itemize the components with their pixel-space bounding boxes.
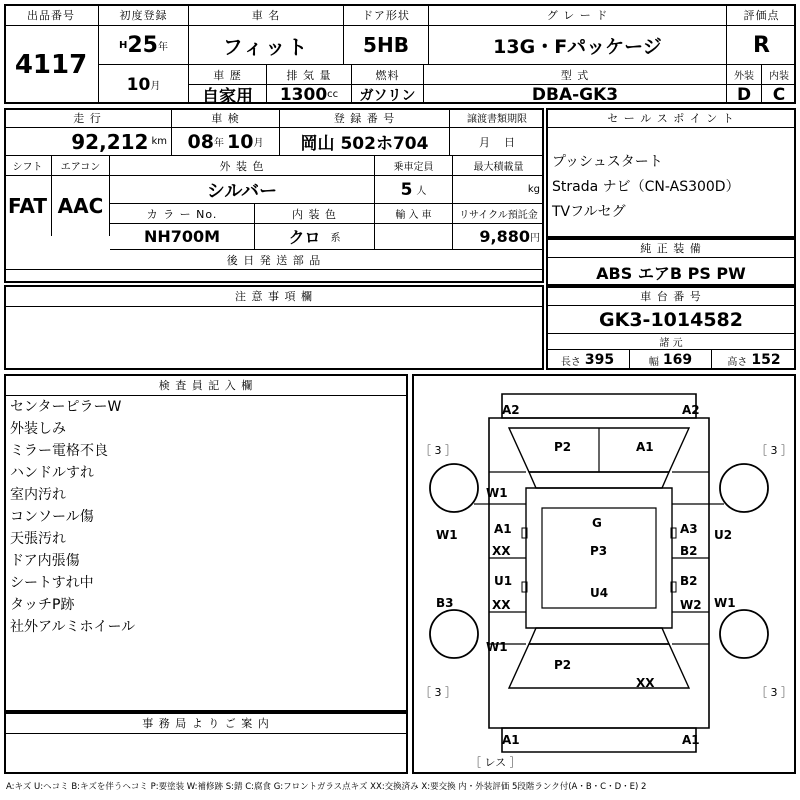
inspection-item: 室内汚れ xyxy=(10,487,66,503)
diagram-label-fl-wheel: W1 xyxy=(486,486,508,500)
car-diagram-block xyxy=(412,374,796,774)
interior-color-value-cell: クロ 系 xyxy=(255,224,375,250)
interior-grade-value-cell: C xyxy=(772,85,786,104)
diagram-label-trunk: P2 xyxy=(554,658,572,672)
diagram-label-door-fl-2: XX xyxy=(492,544,511,558)
diagram-label-right-rear-fender: W1 xyxy=(714,596,736,610)
door-label-cell: ドア形状 xyxy=(344,4,429,26)
diagram-label-roof-u4: U4 xyxy=(590,586,609,600)
inspection-item: シートすれ中 xyxy=(10,575,94,591)
diagram-label-rear-left: A1 xyxy=(502,733,520,747)
shaken-label-cell: 車 検 xyxy=(172,108,280,128)
exterior-grade-value-cell: D xyxy=(727,85,762,104)
dimensions-label-cell: 諸 元 xyxy=(546,334,796,350)
diagram-label-door-fr: A3 xyxy=(680,522,698,536)
inspection-title-cell: 検 査 員 記 入 欄 xyxy=(4,374,408,396)
inspection-item: 外装しみ xyxy=(10,421,66,437)
grade-value-cell: 13G・Fパッケージ xyxy=(429,26,727,65)
transfer-value-cell: 月 日 xyxy=(450,128,544,156)
diagram-label-front-left: A2 xyxy=(502,403,520,417)
diagram-label-front-right: A2 xyxy=(682,403,700,417)
diagram-label-hood-left: P2 xyxy=(554,440,572,454)
diagram-label-trunk-xx: XX xyxy=(636,676,655,690)
aircon-label-cell: エアコン xyxy=(52,156,110,176)
equipment-title-cell: 純 正 装 備 xyxy=(546,238,796,258)
history-label-cell: 車 歴 xyxy=(189,65,267,85)
sales-point-1: プッシュスタート xyxy=(552,154,663,170)
width-cell: 幅 169 xyxy=(630,350,712,370)
inspection-items xyxy=(10,396,135,638)
bracket-front-right: ［ 3 ］ xyxy=(756,444,792,457)
mileage-value-cell: 92,212 km xyxy=(4,128,172,156)
inspection-item: コンソール傷 xyxy=(10,509,94,525)
car-outline-svg xyxy=(414,376,794,772)
rating-label-cell: 評価点 xyxy=(727,4,796,26)
fuel-label-cell: 燃料 xyxy=(352,65,424,85)
rating-value-cell: R xyxy=(727,26,796,65)
exterior-color-label-cell: 外 装 色 xyxy=(110,156,375,176)
seats-value-cell: 5 人 xyxy=(375,176,453,204)
transfer-label-cell: 譲渡書類期限 xyxy=(450,108,544,128)
chassis-label-cell: 車 台 番 号 xyxy=(546,286,796,306)
diagram-label-hood-right: A1 xyxy=(636,440,654,454)
length-cell: 長さ 395 xyxy=(546,350,630,370)
recycle-label-cell: リサイクル預託金 xyxy=(453,204,544,224)
inspection-item: ドア内張傷 xyxy=(10,553,80,569)
footer-legend: A:キズ U:ヘコミ B:キズを伴うヘコミ P:要塗装 W:補修跡 S:錆 C:腐食 G:フロントガラス点キズ XX:交換済み X:要交換 内・外装評価 5段階ランク付(A・B・C・D・E) 2 xyxy=(6,782,647,792)
shift-label-cell: シフト xyxy=(4,156,52,176)
bracket-rear-right: ［ 3 ］ xyxy=(756,686,792,699)
shift-value-cell: FAT xyxy=(4,176,52,236)
diagram-label-door-rr: B2 xyxy=(680,574,698,588)
chassis-value-cell: GK3-1014582 xyxy=(546,306,796,334)
sales-point-3: TVフルセグ xyxy=(552,204,626,220)
sales-points-list xyxy=(552,150,740,225)
max-load-value-cell: kg xyxy=(453,176,544,204)
exterior-color-value-cell: シルバー xyxy=(110,176,375,204)
equipment-value-cell: ABS エアB PS PW xyxy=(596,263,746,283)
color-no-value-cell: NH700M xyxy=(110,224,255,250)
inspection-item: 天張汚れ xyxy=(10,531,66,547)
diagram-label-left-fender: W1 xyxy=(436,528,458,542)
displacement-label-cell: 排 気 量 xyxy=(267,65,352,85)
inspection-item: タッチP跡 xyxy=(10,597,75,613)
inspection-item: 社外アルミホイール xyxy=(10,619,136,635)
sales-title-cell: セ ー ル ス ポ イ ン ト xyxy=(546,108,796,128)
bracket-front-left: ［ 3 ］ xyxy=(420,444,456,457)
interior-color-label-cell: 内 装 色 xyxy=(255,204,375,224)
max-load-label-cell: 最大積載量 xyxy=(453,156,544,176)
diagram-label-right-fender: U2 xyxy=(714,528,733,542)
car-name-label-cell: 車 名 xyxy=(189,4,344,26)
displacement-value-cell: 1300 cc xyxy=(267,85,352,104)
model-code-label-cell: 型 式 xyxy=(424,65,727,85)
first-reg-month-cell: 10 月 xyxy=(99,65,189,104)
lot-label-cell: 出品番号 xyxy=(4,4,99,26)
diagram-res-label: ［ レス ］ xyxy=(470,756,521,769)
diagram-label-left-rear-fender: B3 xyxy=(436,596,454,610)
history-value-cell: 自家用 xyxy=(189,85,267,104)
inspection-item: ミラー電格不良 xyxy=(10,443,108,459)
diagram-label-rl-wheel: W1 xyxy=(486,640,508,654)
reg-number-label-cell: 登 録 番 号 xyxy=(280,108,450,128)
later-parts-label-cell: 後 日 発 送 部 品 xyxy=(4,250,544,270)
diagram-label-door-rr-2: W2 xyxy=(680,598,702,612)
notes-label-cell: 注 意 事 項 欄 xyxy=(4,285,544,307)
inspection-item: センターピラーW xyxy=(10,399,122,415)
mileage-label-cell: 走 行 xyxy=(4,108,172,128)
recycle-value-cell: 9,880 円 xyxy=(453,224,544,250)
diagram-label-roof-p3: P3 xyxy=(590,544,608,558)
interior-grade-label-cell: 内装 xyxy=(762,65,796,85)
lot-value-cell: 4117 xyxy=(4,26,99,104)
grade-label-cell: グ レ ー ド xyxy=(429,4,727,26)
first-reg-year-cell: H 25 年 xyxy=(99,26,189,65)
exterior-grade-label-cell: 外装 xyxy=(727,65,762,85)
diagram-label-door-fl: A1 xyxy=(494,522,512,536)
car-name-value-cell: フィット xyxy=(189,26,344,65)
diagram-label-roof-center: G xyxy=(592,516,602,530)
diagram-label-door-rl: U1 xyxy=(494,574,513,588)
height-cell: 高さ 152 xyxy=(727,352,781,368)
model-code-value-cell: DBA-GK3 xyxy=(424,85,727,104)
reg-number-value-cell: 岡山 502ホ704 xyxy=(280,128,450,156)
diagram-label-rear-right: A1 xyxy=(682,733,700,747)
color-no-label-cell: カ ラ ー No. xyxy=(110,204,255,224)
diagram-label-door-rl-2: XX xyxy=(492,598,511,612)
aircon-value-cell: AAC xyxy=(52,176,110,236)
fuel-value-cell: ガソリン xyxy=(352,85,424,104)
office-notice-title-cell: 事 務 局 よ り ご 案 内 xyxy=(4,712,408,734)
door-value-cell: 5HB xyxy=(344,26,429,65)
inspection-item: ハンドルすれ xyxy=(10,465,94,481)
seats-label-cell: 乗車定員 xyxy=(375,156,453,176)
shaken-value-cell: 08 年 10 月 xyxy=(172,128,280,156)
era-label: H xyxy=(119,39,128,51)
import-label-cell: 輸 入 車 xyxy=(375,204,453,224)
diagram-label-door-fr-2: B2 xyxy=(680,544,698,558)
import-value-cell xyxy=(375,224,453,250)
sales-point-2: Strada ナビ（CN-AS300D） xyxy=(552,179,740,195)
bracket-rear-left: ［ 3 ］ xyxy=(420,686,456,699)
first-reg-label-cell: 初度登録 xyxy=(99,4,189,26)
